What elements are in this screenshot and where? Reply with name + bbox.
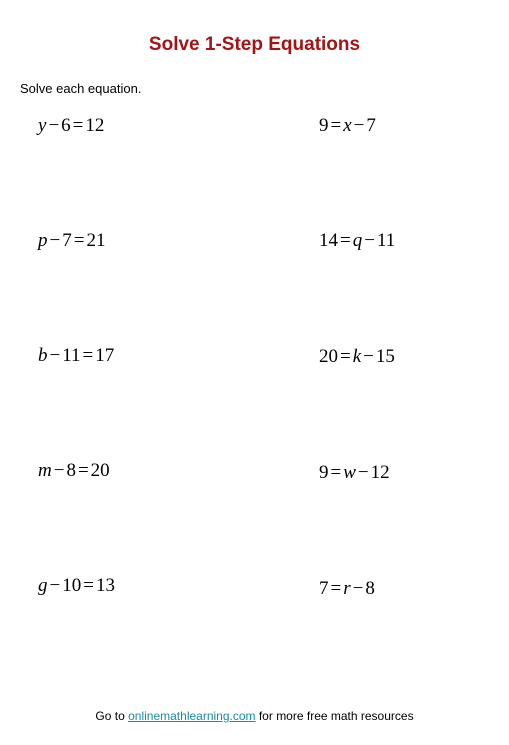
- equation-right-4: [319, 463, 390, 482]
- equation-result: 15: [375, 346, 395, 367]
- equation-right-1: [319, 116, 376, 135]
- equation-variable: w: [343, 462, 356, 483]
- equals-sign: =: [340, 230, 351, 251]
- equation-result: 7: [366, 115, 376, 136]
- equals-sign: =: [82, 345, 94, 366]
- equation-operator: −: [49, 345, 61, 366]
- footer-prefix: Go to: [95, 709, 129, 723]
- equation-number: 9: [319, 462, 329, 483]
- equation-left-5: [38, 576, 115, 595]
- equation-number: 14: [319, 230, 338, 251]
- equation-number: 8: [66, 460, 76, 481]
- equation-operator: −: [48, 115, 60, 136]
- equation-left-2: [38, 231, 105, 250]
- equation-operator: −: [49, 575, 61, 596]
- equation-result: 17: [95, 345, 115, 366]
- equation-result: 20: [90, 460, 110, 481]
- equation-operator: −: [353, 115, 365, 136]
- equation-number: 11: [62, 345, 81, 366]
- equation-left-3: [38, 346, 114, 365]
- equation-operator: −: [49, 230, 61, 251]
- equation-variable: p: [38, 230, 48, 251]
- equation-left-4: [38, 461, 110, 480]
- equation-operator: −: [364, 230, 375, 251]
- equation-operator: −: [53, 460, 65, 481]
- equals-sign: =: [77, 460, 89, 481]
- footer-suffix: for more free math resources: [255, 709, 414, 723]
- equation-result: 12: [370, 462, 390, 483]
- equals-sign: =: [73, 230, 85, 251]
- equation-left-1: [38, 116, 104, 135]
- equation-number: 6: [61, 115, 71, 136]
- equation-variable: m: [38, 460, 52, 481]
- equation-result: 12: [85, 115, 105, 136]
- equation-right-5: [319, 579, 375, 598]
- equation-operator: −: [352, 578, 364, 599]
- equation-variable: g: [38, 575, 48, 596]
- equation-variable: r: [343, 578, 351, 599]
- equation-number: 9: [319, 115, 329, 136]
- page-title: Solve 1-Step Equations: [148, 34, 361, 55]
- equation-variable: k: [352, 346, 362, 367]
- resource-link[interactable]: onlinemathlearning.com: [128, 709, 256, 723]
- equals-sign: =: [72, 115, 84, 136]
- equation-right-2: [319, 231, 395, 250]
- equals-sign: =: [330, 462, 342, 483]
- equation-number: 20: [319, 346, 338, 367]
- equation-result: 13: [95, 575, 115, 596]
- equation-number: 10: [62, 575, 82, 596]
- equation-result: 11: [376, 230, 396, 251]
- equation-operator: −: [357, 462, 369, 483]
- equation-result: 8: [365, 578, 375, 599]
- footer: [0, 709, 509, 723]
- equation-variable: q: [352, 230, 363, 251]
- equation-right-3: [319, 347, 395, 366]
- equation-variable: y: [38, 115, 47, 136]
- equals-sign: =: [83, 575, 94, 596]
- equation-operator: −: [363, 346, 374, 367]
- equals-sign: =: [340, 346, 351, 367]
- equation-number: 7: [62, 230, 72, 251]
- equals-sign: =: [330, 115, 342, 136]
- equation-variable: x: [343, 115, 352, 136]
- equation-result: 21: [86, 230, 106, 251]
- equation-number: 7: [319, 578, 329, 599]
- equation-variable: b: [38, 345, 48, 366]
- equals-sign: =: [330, 578, 342, 599]
- instructions-text: Solve each equation.: [20, 81, 142, 96]
